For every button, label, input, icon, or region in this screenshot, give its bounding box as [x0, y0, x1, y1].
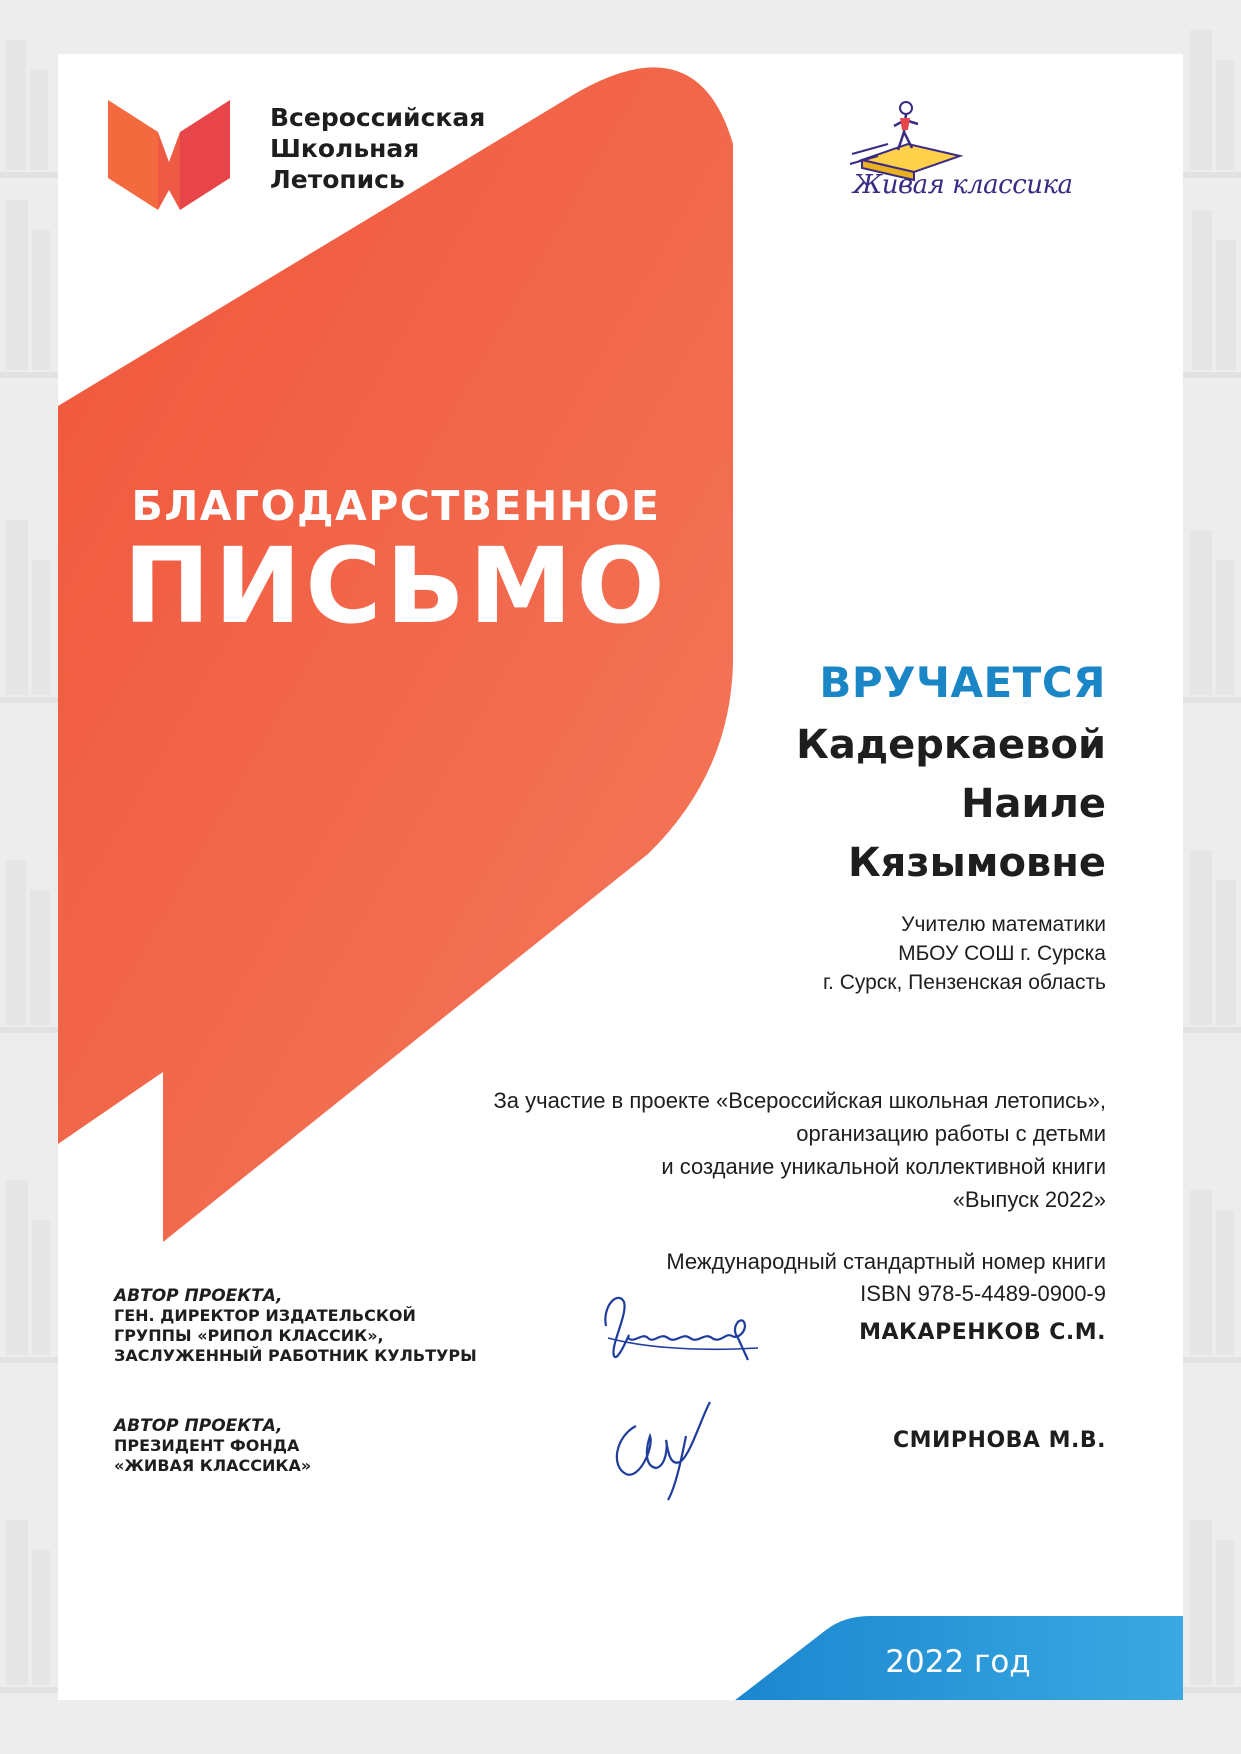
signatory-2-name: СМИРНОВА М.В.	[892, 1428, 1106, 1453]
isbn-info: Международный стандартный номер книги ISBN 978-5-4489-0900-9	[666, 1249, 1106, 1306]
signatory-1-name: МАКАРЕНКОВ С.М.	[859, 1320, 1106, 1345]
signature-1-image	[598, 1286, 768, 1386]
title-line-2: ПИСЬМО	[123, 525, 669, 647]
awarded-label: ВРУЧАЕТСЯ	[819, 658, 1106, 707]
signatory-1-role: АВТОР ПРОЕКТА, ГЕН. ДИРЕКТОР ИЗДАТЕЛЬСКОЙ ГРУППЫ «РИПОЛ КЛАССИК», ЗАСЛУЖЕННЫЙ РАБОТНИК КУЛЬТУРЫ	[114, 1286, 477, 1365]
signature-2-image	[606, 1396, 736, 1506]
signatory-2-role: АВТОР ПРОЕКТА, ПРЕЗИДЕНТ ФОНДА «ЖИВАЯ КЛАССИКА»	[114, 1416, 312, 1475]
certificate-sheet	[58, 54, 1183, 1700]
recipient-position: Учителю математики МБОУ СОШ г. Сурска г. Сурск, Пензенская область	[822, 913, 1106, 994]
project-logo-text: Всероссийская Школьная Летопись	[270, 103, 486, 194]
year-label: 2022 год	[885, 1644, 1031, 1680]
partner-logo-text: Живая классика	[853, 170, 1073, 200]
award-reason: За участие в проекте «Всероссийская школьная летопись», организацию работы с детьми и создание уникальной коллективной книги «Выпуск 2022»	[493, 1088, 1106, 1212]
book-logo-icon	[108, 100, 230, 210]
recipient-name: Кадеркаевой Наиле Кязымовне	[796, 722, 1106, 886]
title-line-1: БЛАГОДАРСТВЕННОЕ	[131, 482, 661, 530]
